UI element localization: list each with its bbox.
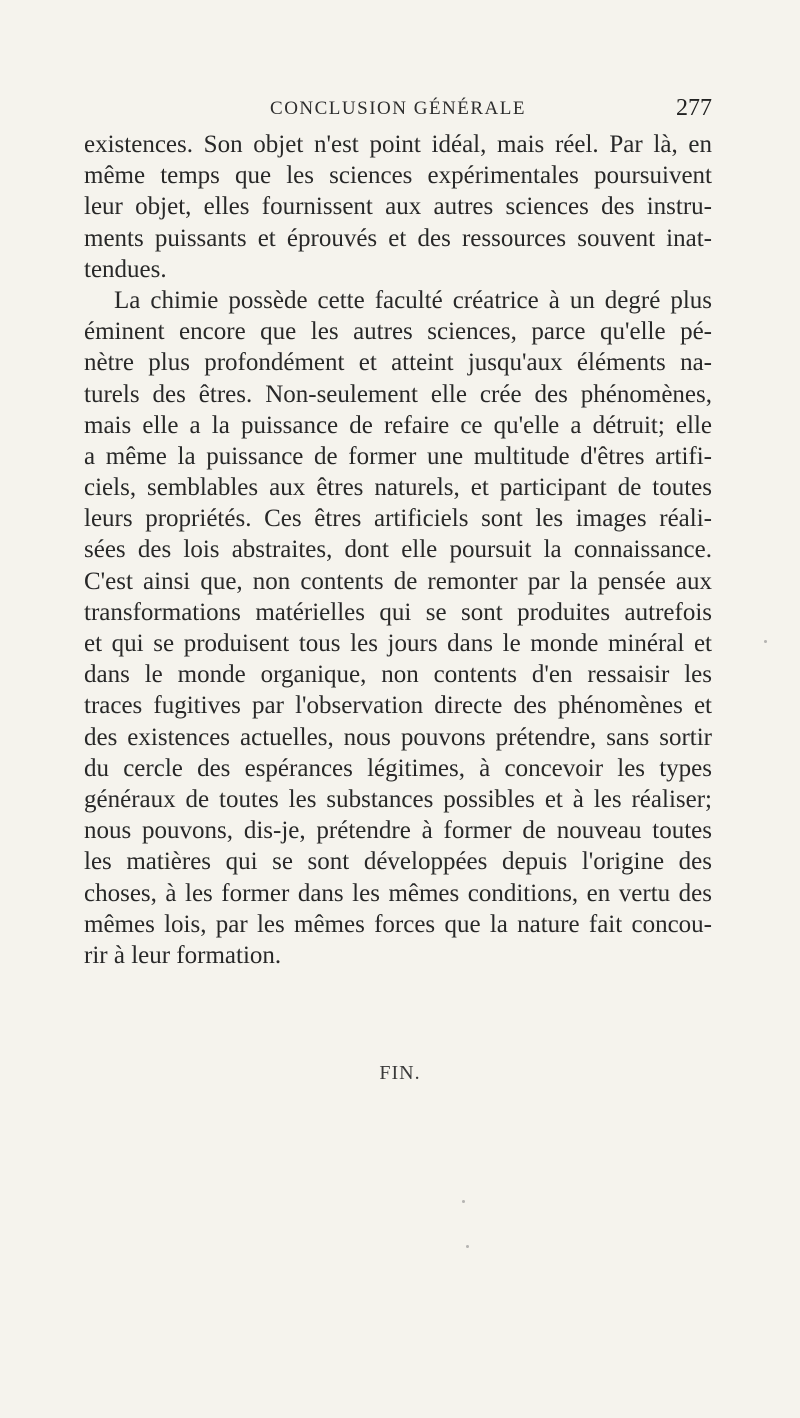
paragraph-start-line: La chimie possède cette faculté créatrice à un degré plus [114, 286, 712, 314]
running-title: CONCLUSION GÉNÉRALE [270, 98, 526, 119]
text-line: turels des êtres. Non-seulement elle crée des phénomènes, [84, 380, 712, 408]
text-line: sées des lois abstraites, dont elle poursuit la connaissance. [84, 536, 712, 564]
text-line: leurs propriétés. Ces êtres artificiels sont les images réali- [84, 505, 712, 533]
paper-speck [466, 1245, 469, 1248]
text-line: dans le monde organique, non contents d'en ressaisir les [84, 661, 712, 689]
running-head [84, 95, 712, 124]
text-line: ciels, semblables aux êtres naturels, et participant de toutes [84, 474, 712, 502]
text-line: mêmes lois, par les mêmes forces que la nature fait concou- [84, 910, 712, 938]
text-line: nètre plus profondément et atteint jusqu'aux éléments na- [84, 349, 712, 377]
text-line: ments puissants et éprouvés et des ressources souvent inat- [84, 224, 712, 252]
text-line: les matières qui se sont développées depuis l'origine des [84, 848, 712, 876]
text-line: même temps que les sciences expérimentales poursuivent [84, 162, 712, 190]
text-line: généraux de toutes les substances possibles et à les réaliser; [84, 785, 712, 813]
text-line: a même la puissance de former une multitude d'êtres artifi- [84, 442, 712, 470]
paper-speck [764, 640, 767, 643]
text-line: rir à leur formation. [84, 941, 282, 969]
text-line: C'est ainsi que, non contents de remonter par la pensée aux [84, 567, 712, 595]
text-line: éminent encore que les autres sciences, parce qu'elle pé- [84, 318, 712, 346]
text-line: existences. Son objet n'est point idéal, mais réel. Par là, en [84, 131, 712, 158]
text-line: transformations matérielles qui se sont produites autrefois [84, 598, 712, 626]
end-mark: FIN. [379, 1062, 421, 1084]
text-line: tendues. [84, 255, 167, 283]
paper-speck [462, 1200, 465, 1203]
body-text [84, 129, 712, 971]
text-line: leur objet, elles fournissent aux autres sciences des instru- [84, 193, 712, 221]
text-line: choses, à les former dans les mêmes conditions, en vertu des [84, 879, 712, 907]
text-line: du cercle des espérances légitimes, à concevoir les types [84, 754, 712, 782]
text-line: traces fugitives par l'observation directe des phénomènes et [84, 692, 712, 720]
text-line: nous pouvons, dis-je, prétendre à former de nouveau toutes [84, 817, 712, 845]
text-line: et qui se produisent tous les jours dans le monde minéral et [84, 630, 712, 657]
text-line: mais elle a la puissance de refaire ce qu'elle a détruit; elle [84, 411, 712, 439]
page-number: 277 [676, 95, 712, 121]
text-line: des existences actuelles, nous pouvons prétendre, sans sortir [84, 723, 712, 751]
